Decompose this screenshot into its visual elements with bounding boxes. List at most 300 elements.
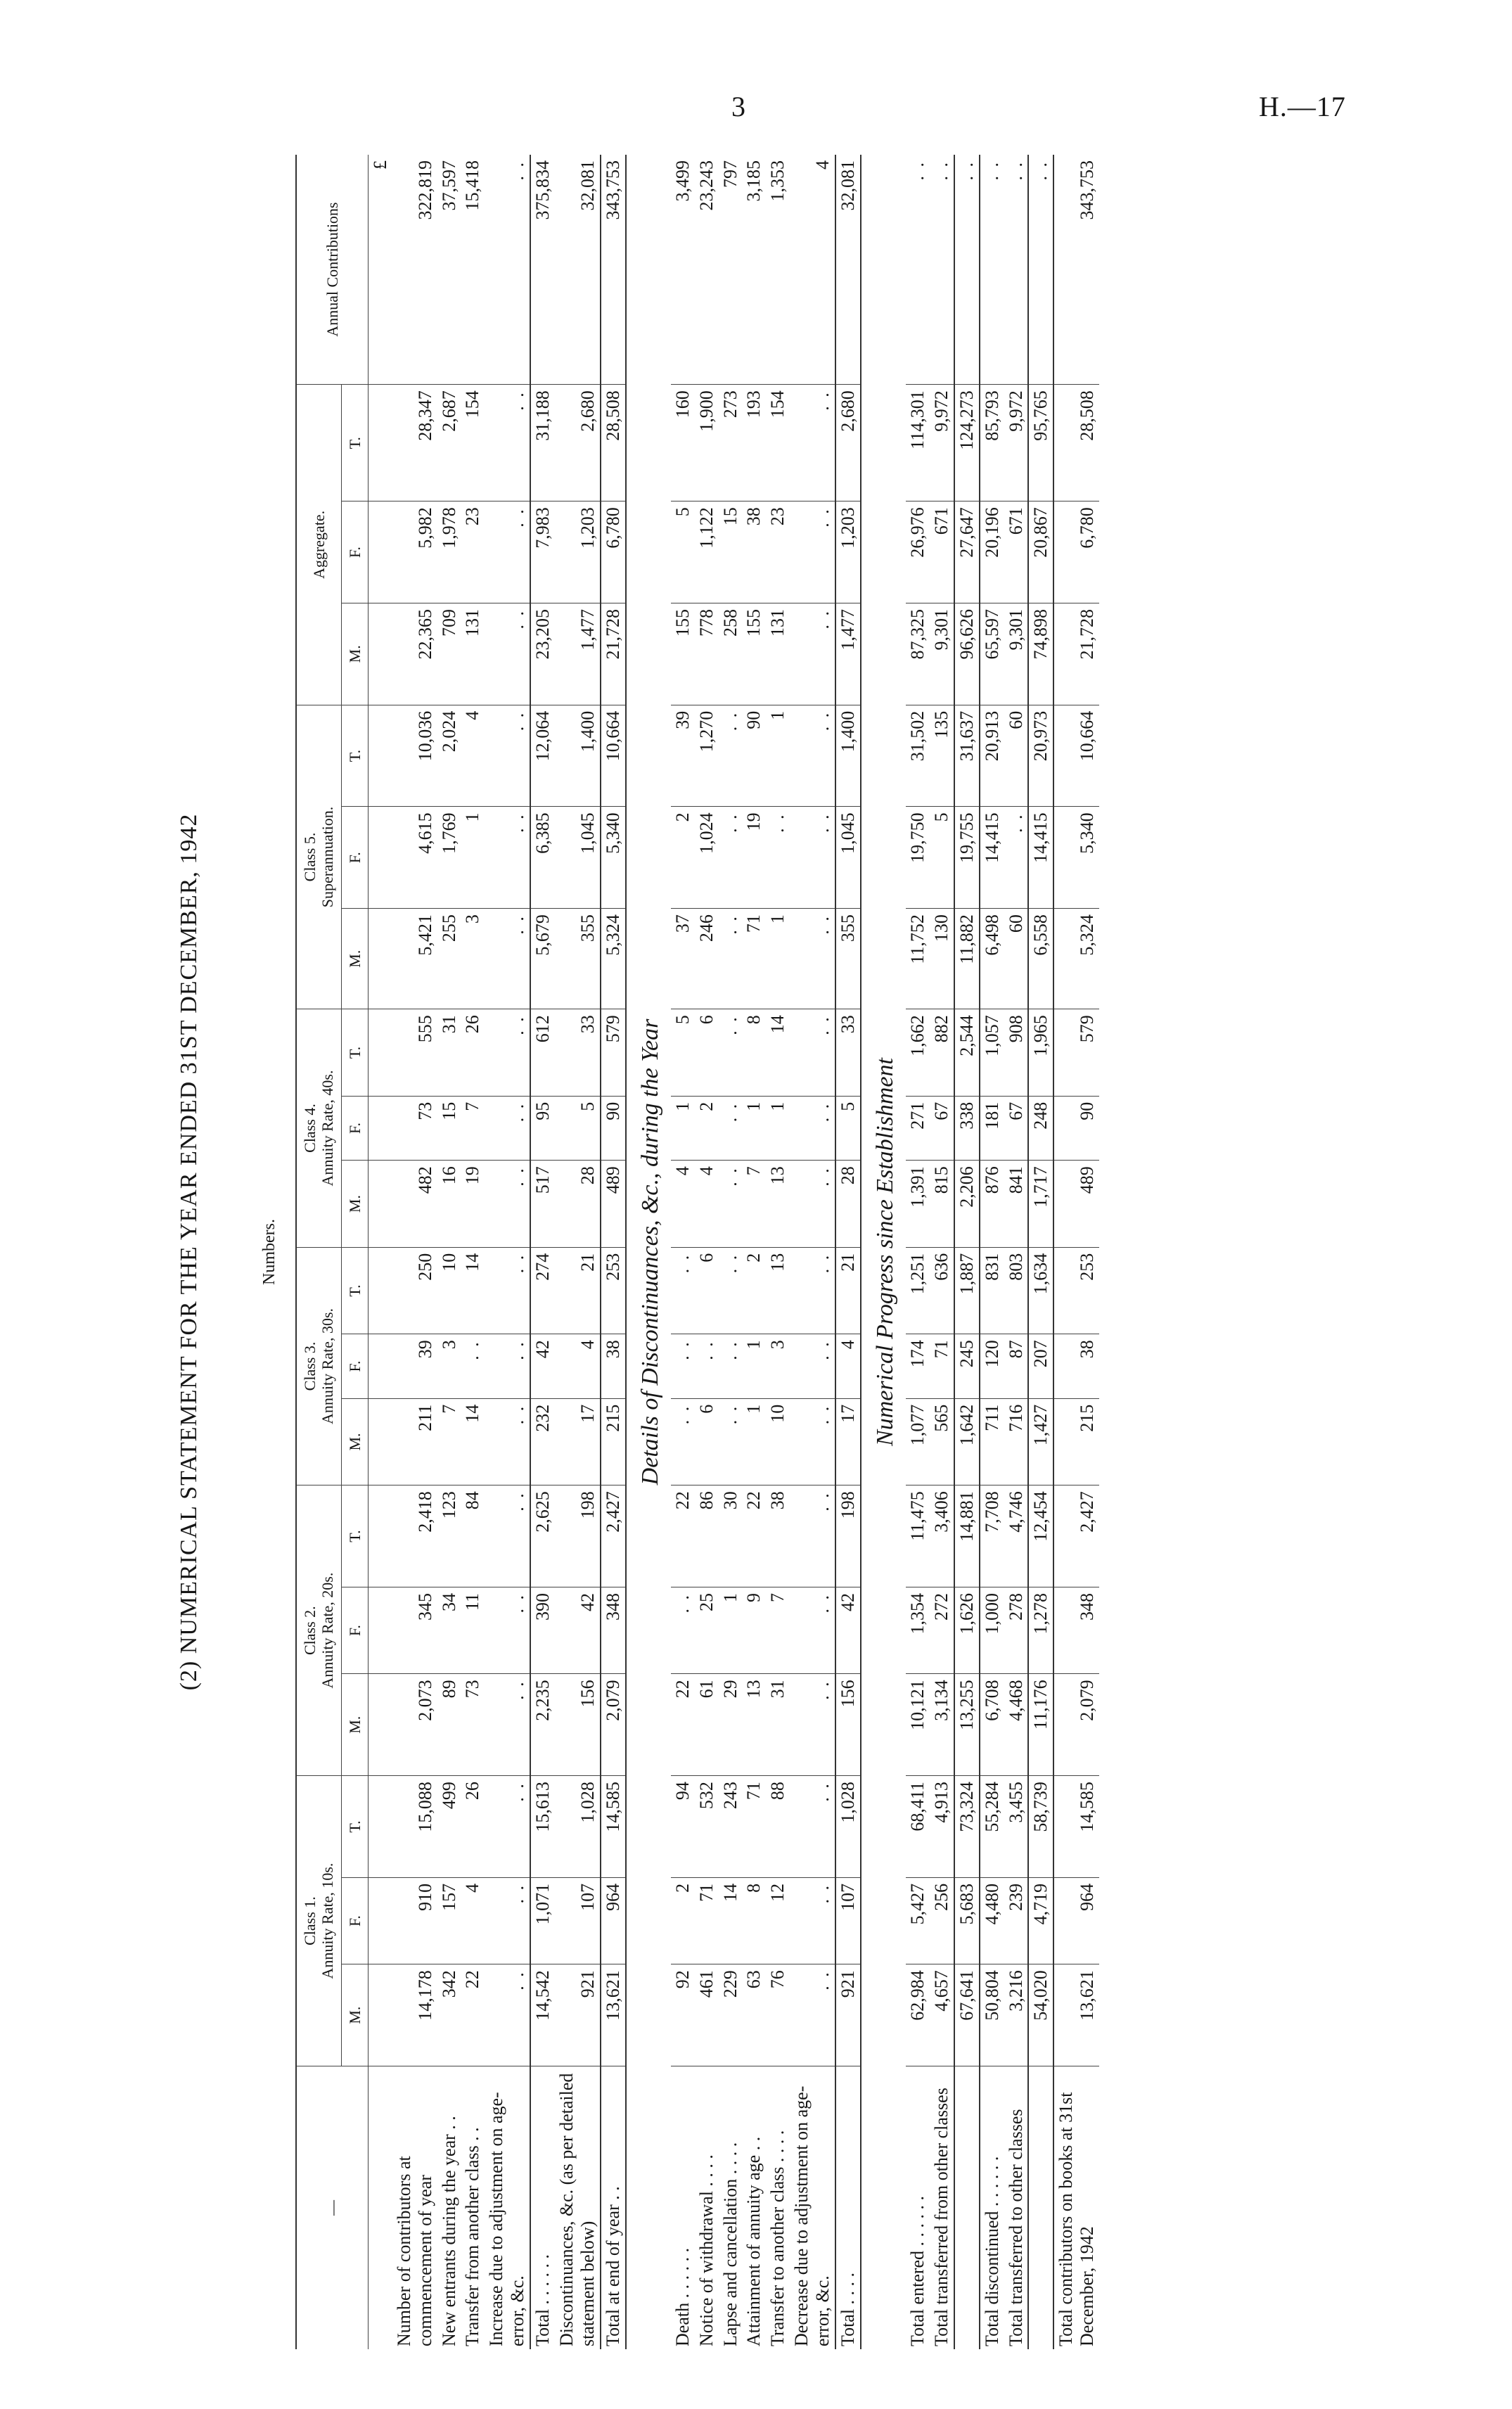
blank-cell	[368, 1247, 392, 1334]
table-cell: 964	[1053, 1877, 1099, 1964]
table-cell: 71	[930, 1334, 954, 1399]
table-cell: 908	[1004, 1009, 1029, 1096]
table-cell: 229	[719, 1964, 743, 2066]
table-cell: 60	[1004, 909, 1029, 1009]
table-cell: 1,769	[437, 807, 461, 909]
table-cell: 3,185	[742, 155, 766, 385]
table-row	[671, 155, 695, 2349]
blank-cell	[368, 1485, 392, 1587]
page-header	[0, 90, 1512, 132]
row-label: Attainment of annuity age . .	[743, 2136, 764, 2346]
table-cell: 274	[530, 1247, 555, 1334]
table-cell: 71	[695, 1877, 719, 1964]
table-cell: 2,680	[835, 385, 861, 501]
table-cell: 14	[719, 1877, 743, 1964]
table-cell: 555	[392, 1009, 437, 1096]
table-cell: . .	[790, 603, 835, 705]
table-cell: 1,427	[1028, 1398, 1053, 1485]
table-row	[485, 155, 530, 2349]
table-cell: 28,347	[392, 385, 437, 501]
table-cell: 3	[437, 1334, 461, 1399]
table-cell: 5	[671, 1009, 695, 1096]
group-header: Class 2. Annuity Rate, 20s.	[296, 1485, 341, 1776]
table-cell: 1,353	[766, 155, 790, 385]
table-cell: . .	[695, 1334, 719, 1399]
table-cell: 90	[1053, 1096, 1099, 1161]
table-cell: 26	[461, 1009, 485, 1096]
table-cell: 3,134	[930, 1674, 954, 1776]
sub-column-header: F.	[341, 1096, 368, 1161]
table-cell: 90	[742, 705, 766, 807]
table-cell: 90	[601, 1096, 626, 1161]
table-cell: 1	[742, 1096, 766, 1161]
sub-column-header: M.	[341, 1964, 368, 2066]
group-header: Class 5. Superannuation.	[296, 705, 341, 1009]
table-cell: 517	[530, 1161, 555, 1247]
table-cell: 3,216	[1004, 1964, 1029, 2066]
table-cell: 882	[930, 1009, 954, 1096]
table-cell: 1,642	[954, 1398, 980, 1485]
table-cell: 207	[1028, 1334, 1053, 1399]
table-cell: 88	[766, 1776, 790, 1878]
table-cell: 6,558	[1028, 909, 1053, 1009]
table-cell: 3	[461, 909, 485, 1009]
table-cell: 1,270	[695, 705, 719, 807]
sub-column-header: T.	[341, 1485, 368, 1587]
table-cell: 67,641	[954, 1964, 980, 2066]
row-label: Notice of withdrawal . . . .	[696, 2154, 717, 2346]
table-row	[530, 155, 555, 2349]
row-label: Increase due to adjustment on age-error, &c.	[486, 2092, 528, 2346]
table-cell: 33	[555, 1009, 601, 1096]
table-cell: 1	[461, 807, 485, 909]
table-cell: 2,235	[530, 1674, 555, 1776]
table-cell: 4,719	[1028, 1877, 1053, 1964]
table-row	[437, 155, 461, 2349]
table-cell: 22	[742, 1485, 766, 1587]
row-label: Total . . . . . .	[530, 2066, 555, 2350]
table-cell: . .	[719, 1334, 743, 1399]
table-cell: . .	[671, 1334, 695, 1399]
table-cell: 2,625	[530, 1485, 555, 1587]
table-cell: . .	[485, 1096, 530, 1161]
table-cell: 11,752	[906, 909, 930, 1009]
table-cell: . .	[790, 1877, 835, 1964]
table-cell: 13	[766, 1161, 790, 1247]
table-cell: 9,301	[930, 603, 954, 705]
table-cell: 532	[695, 1776, 719, 1878]
table-row	[790, 155, 835, 2349]
table-cell: 31	[766, 1674, 790, 1776]
blank-cell	[368, 1674, 392, 1776]
table-cell: 10	[766, 1398, 790, 1485]
table-cell: . .	[790, 1096, 835, 1161]
table-cell: 4,746	[1004, 1485, 1029, 1587]
table-cell: 38	[742, 501, 766, 603]
table-cell: 54,020	[1028, 1964, 1053, 2066]
row-label: Death . . . . . .	[672, 2247, 693, 2346]
blank-cell	[368, 501, 392, 603]
table-cell: 21	[835, 1247, 861, 1334]
table-cell: 42	[835, 1587, 861, 1673]
numerical-statement-table	[295, 155, 1099, 2349]
table-cell: 10	[437, 1247, 461, 1334]
table-cell: 10,121	[906, 1674, 930, 1776]
table-cell: 1,122	[695, 501, 719, 603]
table-cell: 131	[461, 603, 485, 705]
row-label: Number of contributors at commencement of year	[393, 2156, 435, 2346]
blank-cell	[368, 909, 392, 1009]
sub-header-row	[341, 155, 368, 2349]
table-cell: 9,972	[1004, 385, 1029, 501]
table-cell: 22	[671, 1485, 695, 1587]
table-cell: 6,498	[980, 909, 1004, 1009]
table-cell: 348	[1053, 1587, 1099, 1673]
table-cell: 1,028	[555, 1776, 601, 1878]
table-cell: 489	[601, 1161, 626, 1247]
table-cell: . .	[719, 909, 743, 1009]
table-cell: . .	[790, 1247, 835, 1334]
table-cell: 345	[392, 1587, 437, 1673]
table-cell: 245	[954, 1334, 980, 1399]
table-cell: 19,755	[954, 807, 980, 909]
table-cell: 612	[530, 1009, 555, 1096]
table-cell: 11,176	[1028, 1674, 1053, 1776]
blank-cell	[368, 385, 392, 501]
table-cell: 38	[766, 1485, 790, 1587]
table-cell: 13	[742, 1674, 766, 1776]
table-cell: 123	[437, 1485, 461, 1587]
blank-cell	[368, 1009, 392, 1096]
table-cell: 5,324	[601, 909, 626, 1009]
table-cell: 14,178	[392, 1964, 437, 2066]
table-cell: . .	[485, 807, 530, 909]
table-cell: 1,400	[835, 705, 861, 807]
table-cell: . .	[719, 1247, 743, 1334]
table-cell: 2,427	[1053, 1485, 1099, 1587]
table-cell: 155	[671, 603, 695, 705]
table-cell: 9	[742, 1587, 766, 1673]
table-cell: 2,073	[392, 1674, 437, 1776]
table-cell: 14	[766, 1009, 790, 1096]
numbers-label: Numbers.	[260, 1219, 278, 1285]
table-cell: 14,585	[601, 1776, 626, 1878]
table-cell: 22	[461, 1964, 485, 2066]
row-label: Total transferred from other classes	[930, 2088, 952, 2346]
table-cell: 28	[835, 1161, 861, 1247]
table-cell: 34	[437, 1587, 461, 1673]
table-cell: 1,028	[835, 1776, 861, 1878]
table-cell: 8	[742, 1877, 766, 1964]
table-cell: 14,415	[980, 807, 1004, 909]
table-cell: 74,898	[1028, 603, 1053, 705]
sub-column-header: M.	[341, 603, 368, 705]
table-row	[835, 155, 861, 2349]
table-cell: . .	[485, 1877, 530, 1964]
table-cell: 17	[835, 1398, 861, 1485]
table-cell: 1,391	[906, 1161, 930, 1247]
table-cell: 258	[719, 603, 743, 705]
table-cell: . .	[790, 1964, 835, 2066]
table-cell: 9,972	[930, 385, 954, 501]
table-cell: . .	[790, 1161, 835, 1247]
table-cell: 73	[392, 1096, 437, 1161]
table-cell: 87,325	[906, 603, 930, 705]
table-cell: 709	[437, 603, 461, 705]
table-cell: 71	[742, 1776, 766, 1878]
table-cell: 21,728	[601, 603, 626, 705]
table-cell: . .	[790, 1398, 835, 1485]
table-cell: 579	[601, 1009, 626, 1096]
table-cell: 19	[461, 1161, 485, 1247]
table-cell: 156	[835, 1674, 861, 1776]
table-cell: 5,340	[1053, 807, 1099, 909]
table-cell: 1,477	[835, 603, 861, 705]
section-heading-row	[861, 155, 906, 2349]
blank-cell	[368, 1161, 392, 1247]
table-cell: 671	[930, 501, 954, 603]
table-cell: 15,613	[530, 1776, 555, 1878]
blank-cell	[368, 1096, 392, 1161]
row-label: Discontinuances, &c. (as per detailed statement below)	[556, 2073, 598, 2346]
table-cell: 1,477	[555, 603, 601, 705]
table-row	[742, 155, 766, 2349]
table-cell: 31,188	[530, 385, 555, 501]
row-label: Transfer from another class . .	[462, 2127, 483, 2346]
table-cell: 5	[671, 501, 695, 603]
table-cell: . .	[790, 1674, 835, 1776]
table-cell: 5	[835, 1096, 861, 1161]
sub-column-header: F.	[341, 501, 368, 603]
stub-header: —	[296, 2066, 368, 2350]
table-cell: 1	[742, 1334, 766, 1399]
table-cell: 94	[671, 1776, 695, 1878]
table-cell: 215	[1053, 1398, 1099, 1485]
table-cell: 32,081	[835, 155, 861, 385]
table-cell: 174	[906, 1334, 930, 1399]
table-cell: 4	[555, 1334, 601, 1399]
table-cell: 7,708	[980, 1485, 1004, 1587]
table-cell: 2,427	[601, 1485, 626, 1587]
table-cell: . .	[906, 155, 930, 385]
annual-contributions-header: Annual Contributions	[296, 155, 368, 385]
table-cell: 5,679	[530, 909, 555, 1009]
table-cell: 14,881	[954, 1485, 980, 1587]
table-cell: 1,045	[835, 807, 861, 909]
section-heading: Numerical Progress since Establishment	[871, 1058, 898, 1446]
table-cell: 73,324	[954, 1776, 980, 1878]
table-cell: . .	[790, 385, 835, 501]
table-cell: 31,502	[906, 705, 930, 807]
table-cell: . .	[485, 909, 530, 1009]
table-cell: 6	[695, 1398, 719, 1485]
table-cell: 14,415	[1028, 807, 1053, 909]
row-label: Total entered . . . . . .	[907, 2195, 928, 2346]
table-cell: 253	[601, 1247, 626, 1334]
table-cell: 22,365	[392, 603, 437, 705]
row-label: Total contributors on books at 31st December, 1942	[1053, 2066, 1099, 2350]
table-cell: 1	[671, 1096, 695, 1161]
table-cell: 1,278	[1028, 1587, 1053, 1673]
table-cell: 42	[555, 1587, 601, 1673]
table-cell: 7	[742, 1161, 766, 1247]
currency-symbol: £	[368, 155, 392, 385]
table-cell: 23,243	[695, 155, 719, 385]
table-cell: 2,206	[954, 1161, 980, 1247]
table-cell: 1,203	[835, 501, 861, 603]
table-cell: 73	[461, 1674, 485, 1776]
table-cell: 278	[1004, 1587, 1029, 1673]
table-cell: 65,597	[980, 603, 1004, 705]
table-cell: 482	[392, 1161, 437, 1247]
table-cell: 96,626	[954, 603, 980, 705]
table-cell: . .	[719, 1398, 743, 1485]
table-cell: 4,657	[930, 1964, 954, 2066]
table-cell: 3,499	[671, 155, 695, 385]
table-cell: 86	[695, 1485, 719, 1587]
table-cell: 50,804	[980, 1964, 1004, 2066]
table-cell: . .	[485, 1398, 530, 1485]
table-cell: 198	[835, 1485, 861, 1587]
group-header: Class 3. Annuity Rate, 30s.	[296, 1247, 341, 1485]
sub-column-header: T.	[341, 385, 368, 501]
table-row	[1053, 155, 1099, 2349]
series-code: H.—17	[1259, 91, 1346, 122]
table-row	[461, 155, 485, 2349]
table-cell: 1,203	[555, 501, 601, 603]
table-cell: 21,728	[1053, 603, 1099, 705]
table-cell: . .	[719, 1161, 743, 1247]
table-cell: 489	[1053, 1161, 1099, 1247]
sub-column-header: F.	[341, 1877, 368, 1964]
sub-column-header: M.	[341, 1398, 368, 1485]
table-cell: 22	[671, 1674, 695, 1776]
table-cell: . .	[485, 1587, 530, 1673]
table-cell: . .	[461, 1334, 485, 1399]
table-cell: 2,680	[555, 385, 601, 501]
table-cell: 4	[790, 155, 835, 385]
table-cell: 58,739	[1028, 1776, 1053, 1878]
row-label: Decrease due to adjustment on age-error, &c.	[791, 2085, 833, 2346]
table-cell: 5,421	[392, 909, 437, 1009]
table-cell: 38	[601, 1334, 626, 1399]
page-number: 3	[731, 91, 745, 122]
table-cell: 15,088	[392, 1776, 437, 1878]
table-cell: 114,301	[906, 385, 930, 501]
table-cell: 255	[437, 909, 461, 1009]
table-cell: 61	[695, 1674, 719, 1776]
table-cell: 20,867	[1028, 501, 1053, 603]
statement-title: (2) NUMERICAL STATEMENT FOR THE YEAR ENDED 31ST DECEMBER, 1942	[176, 813, 202, 1691]
row-label	[1028, 2066, 1053, 2350]
table-cell: 4	[461, 705, 485, 807]
table-cell: 1,024	[695, 807, 719, 909]
table-cell: 30	[719, 1485, 743, 1587]
table-cell: . .	[954, 155, 980, 385]
sub-column-header: F.	[341, 1587, 368, 1673]
table-cell: 155	[742, 603, 766, 705]
table-cell: 15,418	[461, 155, 485, 385]
table-cell: . .	[485, 1334, 530, 1399]
sub-column-header: T.	[341, 1247, 368, 1334]
table-cell: 4	[671, 1161, 695, 1247]
table-cell: 20,913	[980, 705, 1004, 807]
table-cell: 11,475	[906, 1485, 930, 1587]
table-cell: 1	[742, 1398, 766, 1485]
table-cell: . .	[790, 1776, 835, 1878]
table-cell: . .	[671, 1398, 695, 1485]
table-cell: 14,542	[530, 1964, 555, 2066]
table-cell: 84	[461, 1485, 485, 1587]
table-row	[766, 155, 790, 2349]
table-cell: 10,664	[601, 705, 626, 807]
table-cell: 1,717	[1028, 1161, 1053, 1247]
table-cell: 13	[766, 1247, 790, 1334]
table-cell: . .	[485, 1247, 530, 1334]
table-cell: . .	[485, 603, 530, 705]
table-cell: 342	[437, 1964, 461, 2066]
table-cell: 6,708	[980, 1674, 1004, 1776]
table-cell: 60	[1004, 705, 1029, 807]
table-row	[1004, 155, 1029, 2349]
currency-row	[368, 155, 392, 2349]
group-header: Aggregate.	[296, 385, 341, 705]
table-row	[392, 155, 437, 2349]
table-cell: 1,978	[437, 501, 461, 603]
table-cell: 13,621	[1053, 1964, 1099, 2066]
table-cell: 68,411	[906, 1776, 930, 1878]
table-cell: . .	[790, 1485, 835, 1587]
table-cell: 26	[461, 1776, 485, 1878]
table-cell: 95	[530, 1096, 555, 1161]
table-cell: 42	[530, 1334, 555, 1399]
table-cell: 2	[671, 807, 695, 909]
table-cell: 4,913	[930, 1776, 954, 1878]
table-cell: 215	[601, 1398, 626, 1485]
table-cell: 232	[530, 1398, 555, 1485]
table-cell: 1,000	[980, 1587, 1004, 1673]
table-cell: 1,634	[1028, 1247, 1053, 1334]
table-cell: 6,385	[530, 807, 555, 909]
table-cell: . .	[719, 1096, 743, 1161]
table-cell: 815	[930, 1161, 954, 1247]
table-cell: . .	[790, 1587, 835, 1673]
table-cell: 11	[461, 1587, 485, 1673]
row-label: Transfer to another class . . . .	[767, 2130, 788, 2346]
table-cell: 7,983	[530, 501, 555, 603]
table-cell: . .	[719, 705, 743, 807]
table-cell: 154	[461, 385, 485, 501]
table-cell: 55,284	[980, 1776, 1004, 1878]
table-cell: 19,750	[906, 807, 930, 909]
table-cell: 124,273	[954, 385, 980, 501]
table-cell: 1,251	[906, 1247, 930, 1334]
table-cell: 31	[437, 1009, 461, 1096]
table-cell: 716	[1004, 1398, 1029, 1485]
table-cell: 154	[766, 385, 790, 501]
sub-column-header: T.	[341, 1776, 368, 1878]
table-cell: 130	[930, 909, 954, 1009]
table-cell: 6,780	[601, 501, 626, 603]
table-cell: . .	[1004, 155, 1029, 385]
table-cell: 1,662	[906, 1009, 930, 1096]
rotated-statement	[176, 155, 1357, 2349]
table-cell: 2,687	[437, 385, 461, 501]
table-cell: 355	[555, 909, 601, 1009]
table-cell: 1,887	[954, 1247, 980, 1334]
table-cell: . .	[790, 705, 835, 807]
table-cell: 5,427	[906, 1877, 930, 1964]
